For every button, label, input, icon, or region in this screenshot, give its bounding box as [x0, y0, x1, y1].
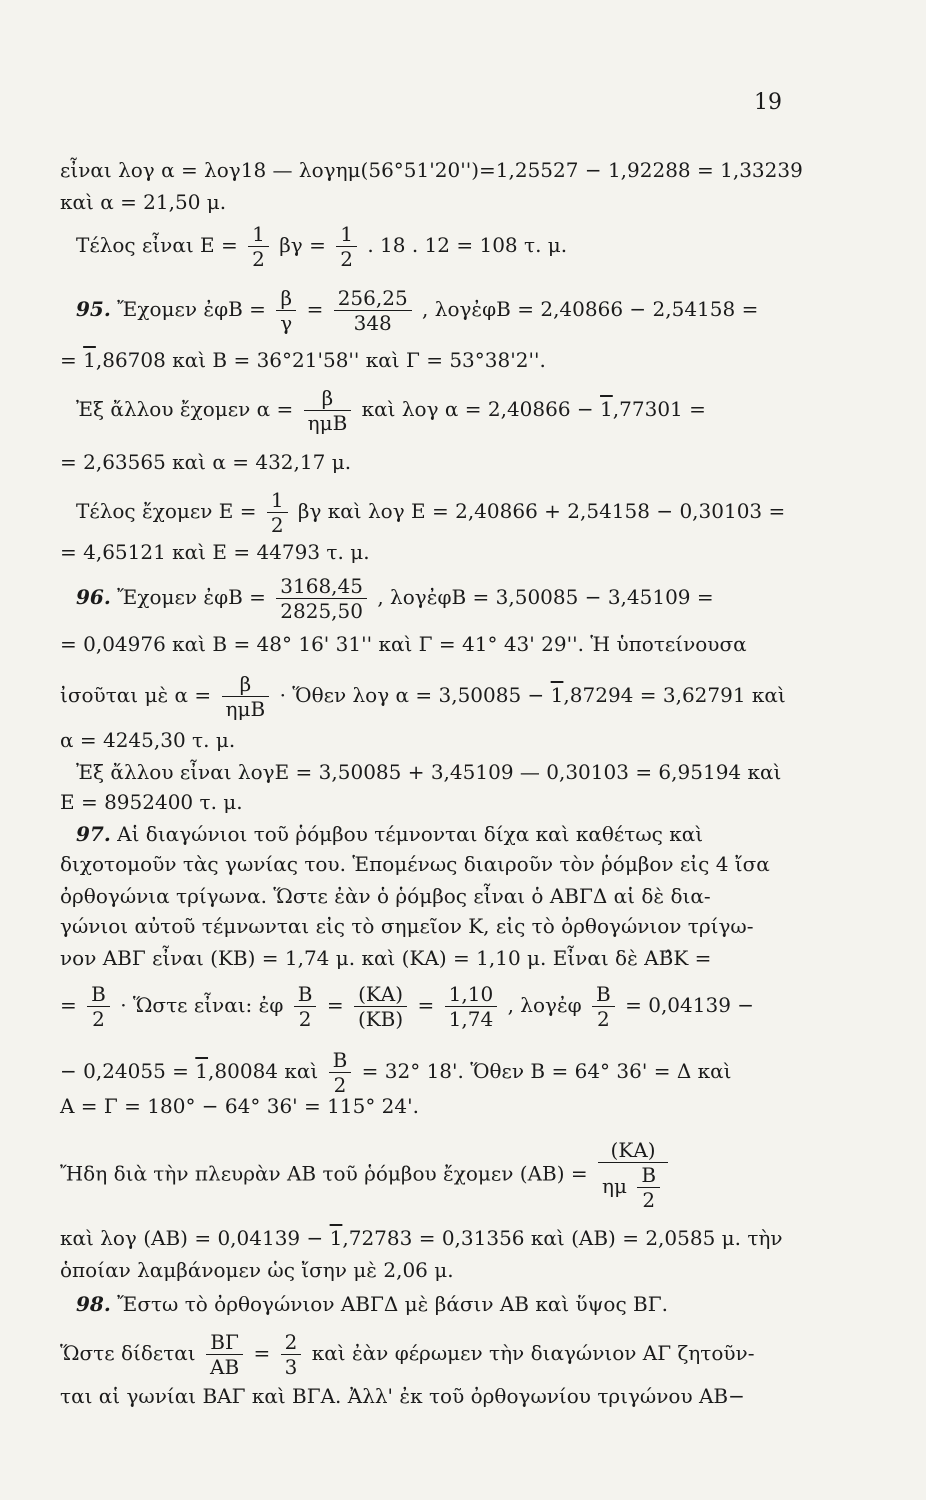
- text-line: εἶναι λογ α = λογ18 — λογημ(56°51'20'')=1,25527 − 1,92288 = 1,33239: [60, 158, 803, 182]
- equation-line: Ἐξ ἄλλου ἔχομεν α = $\frac{\beta}{\text{ημΒ}}$ καὶ λογ α = 2,40866 − 1,77301 =: [76, 386, 706, 435]
- fraction: $\frac{3168,45}{2825,50}$: [276, 574, 367, 623]
- text-line: = 2,63565 καὶ α = 432,17 μ.: [60, 450, 352, 474]
- text-line: γώνιοι αὐτοῦ τέμνωνται εἰς τὸ σημεῖον Κ, εἰς τὸ ὀρθογώνιον τρίγω-: [60, 914, 754, 938]
- equation-line: − 0,24055 = 1,80084 καὶ $\frac{B}{2}$ = 32° 18'. Ὅθεν Β = 64° 36' = Δ καὶ: [60, 1048, 732, 1097]
- fraction: $\frac{B}{2}$: [592, 982, 615, 1031]
- equation-line: ἰσοῦται μὲ α = $\frac{\beta}{\text{ημΒ}}$ · Ὅθεν λογ α = 3,50085 − 1,87294 = 3,62791 καὶ: [60, 672, 786, 721]
- fraction: $\frac{(KA)}{(KB)}$: [354, 982, 407, 1031]
- text-line: = 0,04976 καὶ Β = 48° 16' 31'' καὶ Γ = 41° 43' 29''. Ἡ ὑποτείνουσα: [60, 632, 747, 656]
- fraction: $\frac{B}{2}$: [87, 982, 110, 1031]
- page-number: 19: [754, 90, 782, 115]
- fraction: $\frac{\beta}{\text{ημΒ}}$: [304, 386, 352, 435]
- fraction: $\frac{B}{2}$: [329, 1048, 352, 1097]
- text-line: καὶ α = 21,50 μ.: [60, 190, 227, 214]
- exercise-96: 96. Ἔχομεν ἐφΒ = $\frac{3168,45}{2825,50}$ , λογἐφΒ = 3,50085 − 3,45109 =: [76, 574, 714, 623]
- exercise-95: 95. Ἔχομεν ἐφΒ = $\frac{\beta}{\gamma}$ = $\frac{256,25}{348}$ , λογἐφΒ = 2,40866 − 2,54158 =: [76, 286, 759, 335]
- text-line: Ε = 8952400 τ. μ.: [60, 790, 243, 814]
- equation-line: = $\frac{B}{2}$ · Ὥστε εἶναι: ἐφ $\frac{B}{2}$ = $\frac{(KA)}{(KB)}$ = $\frac{1,10}{1,74}$ , λογἐφ $\frac{B}{2}$ = 0,04139 −: [60, 982, 755, 1031]
- text-line: ὀρθογώνια τρίγωνα. Ὥστε ἐὰν ὁ ῥόμβος εἶναι ὁ ΑΒΓΔ αἱ δὲ δια-: [60, 884, 711, 908]
- fraction: $\frac{256,25}{348}$: [334, 286, 412, 335]
- fraction: $\frac{B}{2}$: [294, 982, 317, 1031]
- text-line: διχοτομοῦν τὰς γωνίας του. Ἑπομένως διαιροῦν τὸν ῥόμβον εἰς 4 ἴσα: [60, 852, 770, 876]
- fraction: $\frac{\beta}{\text{ημΒ}}$: [222, 672, 270, 721]
- fraction: (ΚΑ) ημ $\frac{B}{2}$: [598, 1138, 668, 1212]
- fraction: $\frac{2}{3}$: [281, 1330, 302, 1379]
- fraction: $\frac{\beta}{\gamma}$: [276, 286, 296, 335]
- exercise-97: 97. Αἱ διαγώνιοι τοῦ ῥόμβου τέμνονται δίχα καὶ καθέτως καὶ: [76, 822, 704, 846]
- text-line: = 4,65121 καὶ Ε = 44793 τ. μ.: [60, 540, 370, 564]
- text-line: Α = Γ = 180° − 64° 36' = 115° 24'.: [60, 1094, 419, 1118]
- text-line: = 1,86708 καὶ Β = 36°21'58'' καὶ Γ = 53°38'2''.: [60, 348, 546, 372]
- fraction: $\frac{1}{2}$: [267, 488, 288, 537]
- exercise-98: 98. Ἔστω τὸ ὀρθογώνιον ΑΒΓΔ μὲ βάσιν ΑΒ καὶ ὕψος ΒΓ.: [76, 1292, 668, 1316]
- text-line: ται αἱ γωνίαι ΒΑΓ καὶ ΒΓΑ. Ἀλλ' ἐκ τοῦ ὀρθογωνίου τριγώνου ΑΒ−: [60, 1384, 745, 1408]
- fraction: $\frac{B\Gamma}{AB}$: [206, 1330, 243, 1379]
- fraction: $\frac{1}{2}$: [336, 222, 357, 271]
- equation-line: Ὥστε δίδεται $\frac{B\Gamma}{AB}$ = $\frac{2}{3}$ καὶ ἐὰν φέρωμεν τὴν διαγώνιον ΑΓ ζητοῦν-: [60, 1330, 755, 1379]
- text-line: ὁποίαν λαμβάνομεν ὡς ἴσην μὲ 2,06 μ.: [60, 1258, 454, 1282]
- equation-line: Τέλος εἶναι Ε = $\frac{1}{2}$ βγ = $\frac{1}{2}$ . 18 . 12 = 108 τ. μ.: [76, 222, 568, 271]
- text-line: νον ΑΒΓ εἶναι (ΚΒ) = 1,74 μ. καὶ (ΚΑ) = 1,10 μ. Εἶναι δὲ ΑΒ̂Κ =: [60, 946, 712, 970]
- equation-line: Τέλος ἔχομεν Ε = $\frac{1}{2}$ βγ καὶ λογ Ε = 2,40866 + 2,54158 − 0,30103 =: [76, 488, 786, 537]
- fraction: $\frac{1}{2}$: [248, 222, 269, 271]
- text-line: καὶ λογ (ΑΒ) = 0,04139 − 1,72783 = 0,31356 καὶ (ΑΒ) = 2,0585 μ. τὴν: [60, 1226, 783, 1250]
- text-line: Ἐξ ἄλλου εἶναι λογΕ = 3,50085 + 3,45109 — 0,30103 = 6,95194 καὶ: [76, 760, 782, 784]
- text-line: α = 4245,30 τ. μ.: [60, 728, 236, 752]
- equation-line: Ἤδη διὰ τὴν πλευρὰν ΑΒ τοῦ ῥόμβου ἔχομεν (ΑΒ) = (ΚΑ) ημ $\frac{B}{2}$: [60, 1138, 672, 1212]
- fraction: $\frac{1,10}{1,74}$: [445, 982, 498, 1031]
